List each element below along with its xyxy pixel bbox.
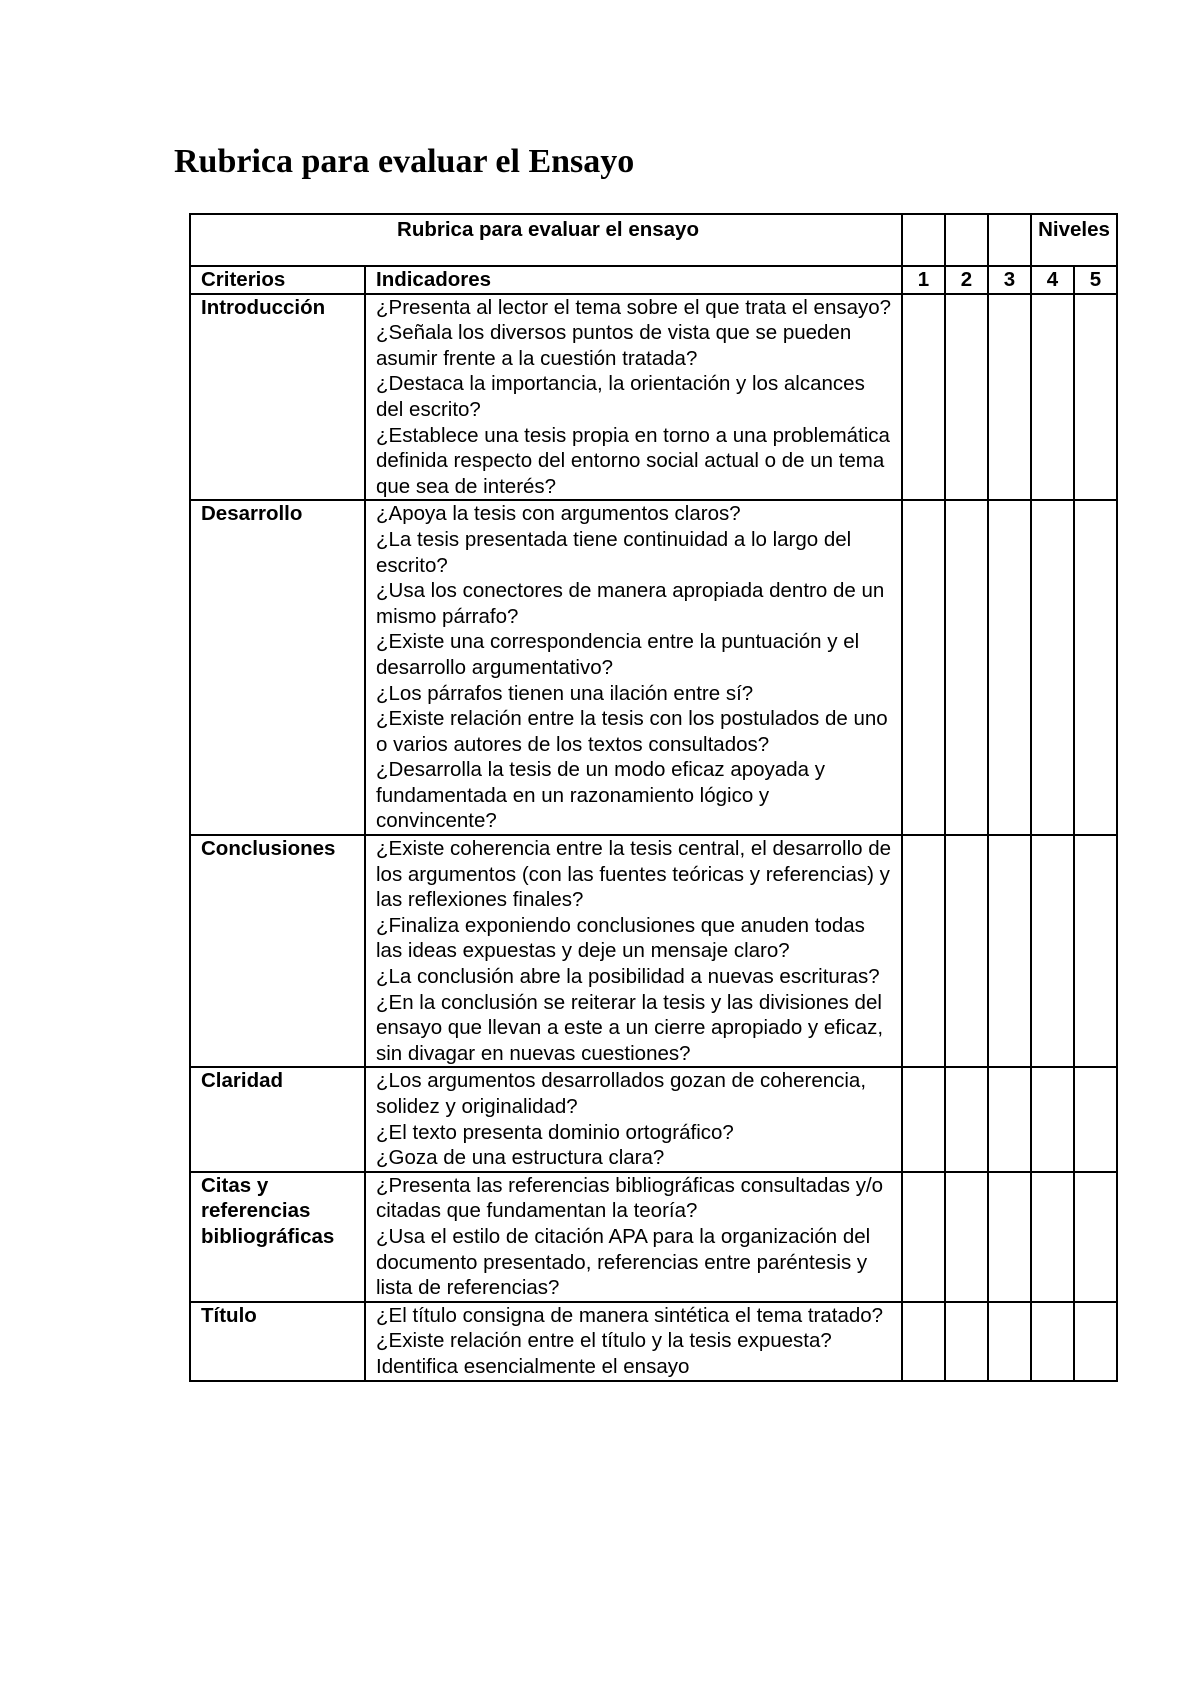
indicator-item: ¿Finaliza exponiendo conclusiones que anuden todas las ideas expuestas y deje un mensaje claro? xyxy=(376,913,865,963)
criterios-header: Criterios xyxy=(190,266,365,294)
score-cell-4[interactable] xyxy=(1031,835,1074,1067)
score-cell-5[interactable] xyxy=(1074,1067,1117,1171)
criterion-conclusiones: Conclusiones xyxy=(190,835,365,1067)
score-cell-4[interactable] xyxy=(1031,500,1074,835)
level-1-header: 1 xyxy=(902,266,945,294)
indicators-cell xyxy=(365,500,902,835)
score-cell-4[interactable] xyxy=(1031,1172,1074,1302)
criterion-introduccion: Introducción xyxy=(190,294,365,501)
score-cell-3[interactable] xyxy=(988,835,1031,1067)
table-caption: Rubrica para evaluar el ensayo xyxy=(190,214,902,266)
score-cell-1[interactable] xyxy=(902,500,945,835)
criterion-citas: Citas y referencias bibliográficas xyxy=(190,1172,365,1302)
table-row xyxy=(190,294,1117,501)
score-cell-2[interactable] xyxy=(945,1067,988,1171)
score-cell-1[interactable] xyxy=(902,1067,945,1171)
column-header-row xyxy=(190,266,1117,294)
indicator-item: ¿Establece una tesis propia en torno a una problemática definida respecto del entorno social actual o de un tema que sea de interés? xyxy=(376,423,890,498)
indicator-item: ¿La conclusión abre la posibilidad a nuevas escrituras? xyxy=(376,965,880,989)
indicators-cell xyxy=(365,294,902,501)
table-row xyxy=(190,835,1117,1067)
score-cell-1[interactable] xyxy=(902,1172,945,1302)
indicator-item: ¿Destaca la importancia, la orientación y los alcances del escrito? xyxy=(376,372,865,421)
indicator-item: ¿Existe una correspondencia entre la puntuación y el desarrollo argumentativo? xyxy=(376,630,860,679)
indicator-item: ¿Existe relación entre la tesis con los postulados de uno o varios autores de los textos consultados? xyxy=(376,707,888,756)
score-cell-5[interactable] xyxy=(1074,500,1117,835)
score-cell-3[interactable] xyxy=(988,1172,1031,1302)
level-header-blank xyxy=(945,214,988,266)
indicadores-header: Indicadores xyxy=(365,266,902,294)
indicator-item: ¿En la conclusión se reiterar la tesis y las divisiones del ensayo que llevan a este a un cierre apropiado y eficaz, sin divagar en nuevas cuestiones? xyxy=(376,990,884,1065)
indicators-cell xyxy=(365,1302,902,1381)
score-cell-2[interactable] xyxy=(945,294,988,501)
criterion-desarrollo: Desarrollo xyxy=(190,500,365,835)
score-cell-2[interactable] xyxy=(945,1302,988,1381)
caption-row xyxy=(190,214,1117,266)
page-title: Rubrica para evaluar el Ensayo xyxy=(174,143,635,180)
indicator-item: ¿Existe coherencia entre la tesis central, el desarrollo de los argumentos (con las fuentes teóricas y referencias) y las reflexiones finales? xyxy=(376,837,892,912)
indicators-cell xyxy=(365,835,902,1067)
rubric-table xyxy=(189,213,1118,1382)
criterion-titulo: Título xyxy=(190,1302,365,1381)
indicator-item: ¿El texto presenta dominio ortográfico? xyxy=(376,1120,734,1144)
score-cell-3[interactable] xyxy=(988,1067,1031,1171)
niveles-header: Niveles xyxy=(1031,214,1117,266)
indicator-item: ¿Presenta las referencias bibliográficas consultadas y/o citadas que fundamentan la teoría? xyxy=(376,1173,884,1223)
level-3-header: 3 xyxy=(988,266,1031,294)
indicator-item: ¿Usa los conectores de manera apropiada dentro de un mismo párrafo? xyxy=(376,579,885,628)
table-row xyxy=(190,1302,1117,1381)
indicator-item: ¿Señala los diversos puntos de vista que se pueden asumir frente a la cuestión tratada? xyxy=(376,321,852,370)
level-header-blank xyxy=(902,214,945,266)
indicator-item: ¿Existe relación entre el título y la tesis expuesta? Identifica esencialmente el ensayo xyxy=(376,1329,832,1378)
table-row xyxy=(190,500,1117,835)
indicator-item: ¿Desarrolla la tesis de un modo eficaz apoyada y fundamentada en un razonamiento lógico y convincente? xyxy=(376,758,825,833)
score-cell-5[interactable] xyxy=(1074,1302,1117,1381)
indicator-item: ¿El título consigna de manera sintética el tema tratado? xyxy=(376,1303,884,1327)
score-cell-1[interactable] xyxy=(902,294,945,501)
level-2-header: 2 xyxy=(945,266,988,294)
table-row xyxy=(190,1172,1117,1302)
indicator-item: ¿Usa el estilo de citación APA para la organización del documento presentado, referencias entre paréntesis y lista de referencias? xyxy=(376,1224,871,1300)
score-cell-4[interactable] xyxy=(1031,1302,1074,1381)
table-row xyxy=(190,1067,1117,1171)
indicators-cell xyxy=(365,1067,902,1171)
level-5-header: 5 xyxy=(1074,266,1117,294)
score-cell-1[interactable] xyxy=(902,1302,945,1381)
score-cell-3[interactable] xyxy=(988,294,1031,501)
indicator-item: ¿Los párrafos tienen una ilación entre sí? xyxy=(376,681,754,705)
score-cell-4[interactable] xyxy=(1031,294,1074,501)
score-cell-5[interactable] xyxy=(1074,294,1117,501)
score-cell-2[interactable] xyxy=(945,835,988,1067)
indicator-item: ¿Presenta al lector el tema sobre el que trata el ensayo? xyxy=(376,295,892,319)
indicator-item: ¿Goza de una estructura clara? xyxy=(376,1146,665,1170)
score-cell-5[interactable] xyxy=(1074,1172,1117,1302)
score-cell-5[interactable] xyxy=(1074,835,1117,1067)
score-cell-4[interactable] xyxy=(1031,1067,1074,1171)
indicators-cell xyxy=(365,1172,902,1302)
criterion-claridad: Claridad xyxy=(190,1067,365,1171)
score-cell-1[interactable] xyxy=(902,835,945,1067)
score-cell-3[interactable] xyxy=(988,1302,1031,1381)
score-cell-2[interactable] xyxy=(945,500,988,835)
level-4-header: 4 xyxy=(1031,266,1074,294)
score-cell-2[interactable] xyxy=(945,1172,988,1302)
indicator-item: ¿Apoya la tesis con argumentos claros? xyxy=(376,502,741,526)
level-header-blank xyxy=(988,214,1031,266)
indicator-item: ¿Los argumentos desarrollados gozan de coherencia, solidez y originalidad? xyxy=(376,1069,867,1118)
indicator-item: ¿La tesis presentada tiene continuidad a lo largo del escrito? xyxy=(376,527,852,577)
score-cell-3[interactable] xyxy=(988,500,1031,835)
